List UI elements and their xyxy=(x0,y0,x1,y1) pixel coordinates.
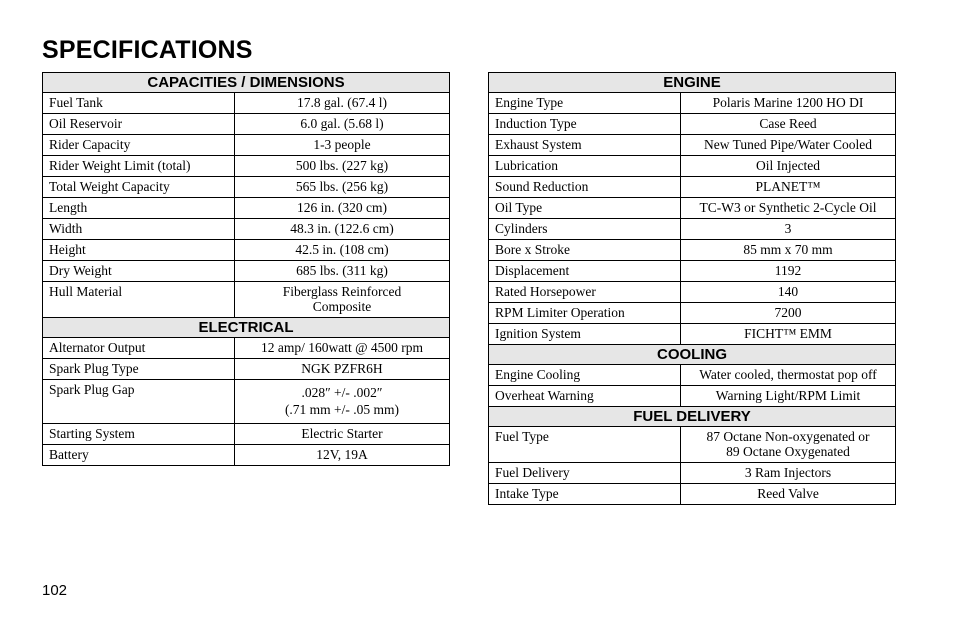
spec-value: 1-3 people xyxy=(235,135,450,156)
spec-value: Case Reed xyxy=(681,114,896,135)
spec-value: New Tuned Pipe/Water Cooled xyxy=(681,135,896,156)
table-row xyxy=(43,359,450,380)
spec-label: Spark Plug Gap xyxy=(43,380,235,424)
spec-value: PLANET™ xyxy=(681,177,896,198)
spec-value: 42.5 in. (108 cm) xyxy=(235,240,450,261)
spec-value: 140 xyxy=(681,282,896,303)
table-row xyxy=(489,427,896,463)
spec-label: Fuel Type xyxy=(489,427,681,463)
spec-label: Oil Type xyxy=(489,198,681,219)
table-row xyxy=(489,261,896,282)
spec-value: 6.0 gal. (5.68 l) xyxy=(235,114,450,135)
table-row xyxy=(43,380,450,424)
spec-value: 85 mm x 70 mm xyxy=(681,240,896,261)
cooling-heading: COOLING xyxy=(489,345,896,365)
spec-label: Ignition System xyxy=(489,324,681,345)
spec-value: 12 amp/ 160watt @ 4500 rpm xyxy=(235,338,450,359)
spec-value-line: Fiberglass Reinforced xyxy=(282,284,402,299)
spec-value-line: 87 Octane Non-oxygenated or xyxy=(706,429,870,444)
table-row xyxy=(43,445,450,466)
page-number: 102 xyxy=(42,582,68,599)
spec-label: Length xyxy=(43,198,235,219)
spec-value: TC-W3 or Synthetic 2-Cycle Oil xyxy=(681,198,896,219)
right-spec-table xyxy=(488,72,896,505)
spec-label: Sound Reduction xyxy=(489,177,681,198)
table-row xyxy=(43,261,450,282)
table-row xyxy=(489,484,896,505)
spec-label: Cylinders xyxy=(489,219,681,240)
table-row xyxy=(43,135,450,156)
table-row xyxy=(43,198,450,219)
spec-value: Reed Valve xyxy=(681,484,896,505)
table-row xyxy=(43,156,450,177)
spec-label: Engine Cooling xyxy=(489,365,681,386)
spec-label: Bore x Stroke xyxy=(489,240,681,261)
spec-value: 48.3 in. (122.6 cm) xyxy=(235,219,450,240)
spec-label: Alternator Output xyxy=(43,338,235,359)
spec-value: 12V, 19A xyxy=(235,445,450,466)
spec-value-line: .028″ +/- .002″ xyxy=(301,385,383,400)
fuel-delivery-heading: FUEL DELIVERY xyxy=(489,407,896,427)
spec-label: Rider Capacity xyxy=(43,135,235,156)
spec-label: Starting System xyxy=(43,424,235,445)
spec-value: 7200 xyxy=(681,303,896,324)
spec-value-line: (.71 mm +/- .05 mm) xyxy=(284,402,400,417)
spec-label: Hull Material xyxy=(43,282,235,318)
table-row xyxy=(489,365,896,386)
engine-heading: ENGINE xyxy=(489,73,896,93)
table-row xyxy=(43,282,450,318)
table-row xyxy=(489,198,896,219)
table-row xyxy=(489,135,896,156)
table-row xyxy=(43,177,450,198)
table-row xyxy=(43,338,450,359)
table-row xyxy=(489,463,896,484)
table-row xyxy=(43,219,450,240)
table-row xyxy=(489,219,896,240)
spec-value: Oil Injected xyxy=(681,156,896,177)
spec-label: Width xyxy=(43,219,235,240)
spec-value: Polaris Marine 1200 HO DI xyxy=(681,93,896,114)
spec-value: 1192 xyxy=(681,261,896,282)
spec-value: 3 Ram Injectors xyxy=(681,463,896,484)
electrical-heading: ELECTRICAL xyxy=(43,318,450,338)
spec-label: Overheat Warning xyxy=(489,386,681,407)
spec-label: Rated Horsepower xyxy=(489,282,681,303)
spec-label: Total Weight Capacity xyxy=(43,177,235,198)
table-row xyxy=(489,114,896,135)
spec-value: 17.8 gal. (67.4 l) xyxy=(235,93,450,114)
spec-label: Fuel Tank xyxy=(43,93,235,114)
table-row xyxy=(43,424,450,445)
page-title: SPECIFICATIONS xyxy=(42,36,253,64)
table-row xyxy=(489,240,896,261)
spec-label: Exhaust System xyxy=(489,135,681,156)
spec-value: 500 lbs. (227 kg) xyxy=(235,156,450,177)
spec-label: Spark Plug Type xyxy=(43,359,235,380)
table-row xyxy=(489,303,896,324)
spec-value-line: Composite xyxy=(312,299,372,314)
section-header-row xyxy=(43,318,450,338)
section-header-row xyxy=(43,73,450,93)
section-header-row xyxy=(489,345,896,365)
spec-label: Fuel Delivery xyxy=(489,463,681,484)
table-row xyxy=(489,282,896,303)
spec-value: Water cooled, thermostat pop off xyxy=(681,365,896,386)
table-row xyxy=(43,240,450,261)
spec-label: Dry Weight xyxy=(43,261,235,282)
spec-label: Intake Type xyxy=(489,484,681,505)
left-spec-table xyxy=(42,72,450,466)
table-row xyxy=(489,324,896,345)
spec-label: Oil Reservoir xyxy=(43,114,235,135)
spec-label: Rider Weight Limit (total) xyxy=(43,156,235,177)
spec-label: Induction Type xyxy=(489,114,681,135)
spec-value-line: 89 Octane Oxygenated xyxy=(726,444,850,459)
spec-value: FICHT™ EMM xyxy=(681,324,896,345)
spec-value: NGK PZFR6H xyxy=(235,359,450,380)
spec-label: Lubrication xyxy=(489,156,681,177)
spec-value xyxy=(235,380,450,424)
spec-value xyxy=(681,427,896,463)
section-header-row xyxy=(489,73,896,93)
spec-value: 685 lbs. (311 kg) xyxy=(235,261,450,282)
capacities-heading: CAPACITIES / DIMENSIONS xyxy=(43,73,450,93)
spec-value: Warning Light/RPM Limit xyxy=(681,386,896,407)
spec-label: Engine Type xyxy=(489,93,681,114)
spec-value: 565 lbs. (256 kg) xyxy=(235,177,450,198)
table-row xyxy=(43,93,450,114)
table-row xyxy=(489,156,896,177)
spec-label: Height xyxy=(43,240,235,261)
spec-value: 126 in. (320 cm) xyxy=(235,198,450,219)
table-row xyxy=(489,177,896,198)
section-header-row xyxy=(489,407,896,427)
spec-value xyxy=(235,282,450,318)
spec-label: Battery xyxy=(43,445,235,466)
spec-label: Displacement xyxy=(489,261,681,282)
table-row xyxy=(489,386,896,407)
spec-value: Electric Starter xyxy=(235,424,450,445)
spec-value: 3 xyxy=(681,219,896,240)
spec-label: RPM Limiter Operation xyxy=(489,303,681,324)
table-row xyxy=(43,114,450,135)
table-row xyxy=(489,93,896,114)
